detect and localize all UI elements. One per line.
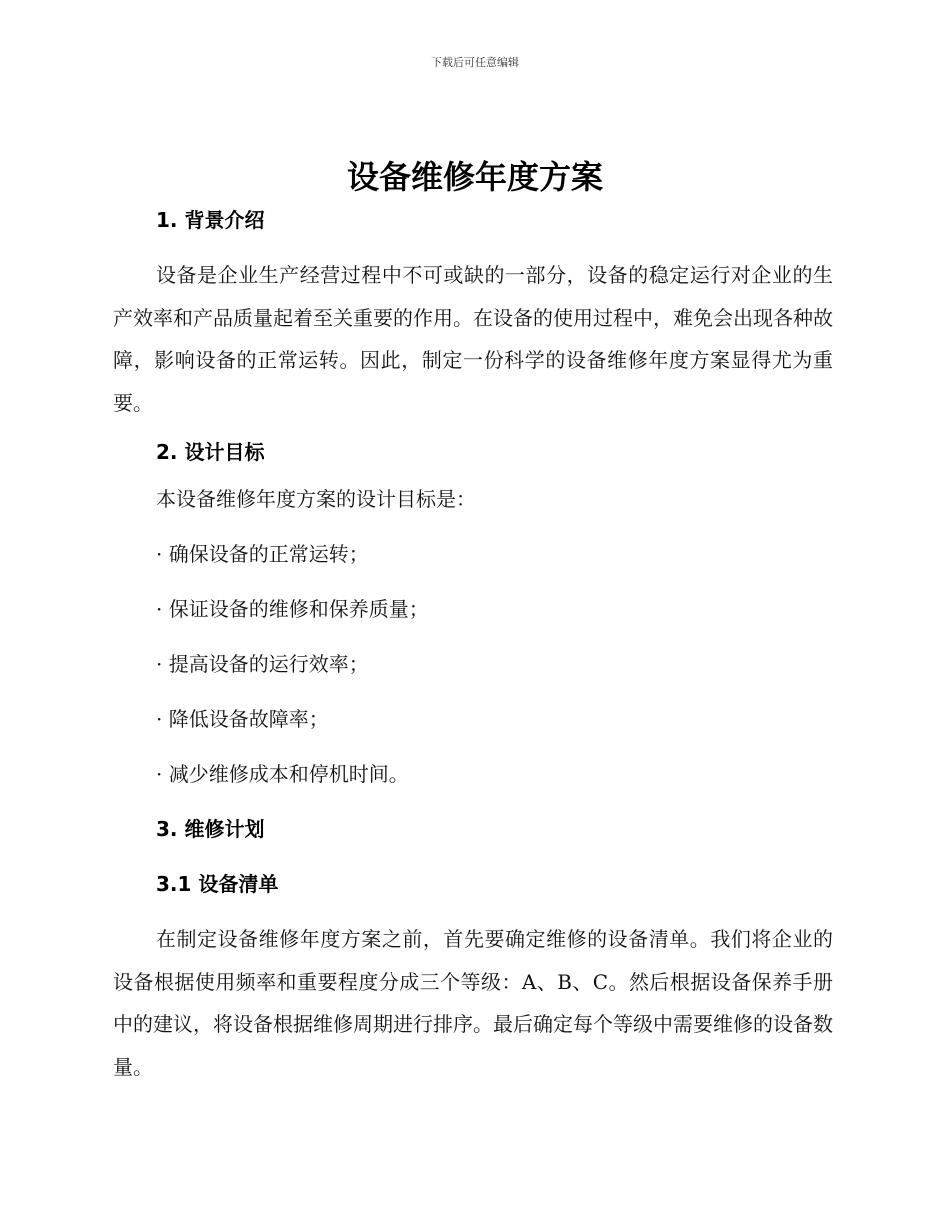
equipment-list-paragraph: 在制定设备维修年度方案之前，首先要确定维修的设备清单。我们将企业的设备根据使用频率和重要程度分成三个等级：A、B、C。然后根据设备保养手册中的建议，将设备根据维修周期进行排序。最后确定每个等级中需要维修的设备数量。 — [113, 927, 833, 1079]
goal-list-item: · 减少维修成本和停机时间。 — [156, 762, 409, 786]
goal-list-item: · 降低设备故障率； — [156, 707, 329, 731]
subsection-heading-equipment-list: 3.1 设备清单 — [156, 872, 279, 896]
document-title: 设备维修年度方案 — [346, 158, 603, 196]
section-heading-goals: 2. 设计目标 — [156, 440, 265, 464]
goal-list-item: · 提高设备的运行效率； — [156, 652, 369, 676]
goal-list-item: · 确保设备的正常运转； — [156, 542, 369, 566]
header-note: 下载后可任意编辑 — [431, 56, 519, 69]
document-body — [113, 200, 833, 1088]
section-heading-background: 1. 背景介绍 — [156, 208, 265, 232]
background-paragraph: 设备是企业生产经营过程中不可或缺的一部分，设备的稳定运行对企业的生产效率和产品质量起着至关重要的作用。在设备的使用过程中，难免会出现各种故障，影响设备的正常运转。因此，制定一份科学的设备维修年度方案显得尤为重要。 — [113, 263, 833, 415]
section-heading-plan: 3. 维修计划 — [156, 817, 265, 841]
goal-list-item: · 保证设备的维修和保养质量； — [156, 597, 429, 621]
goals-intro: 本设备维修年度方案的设计目标是： — [156, 487, 476, 511]
